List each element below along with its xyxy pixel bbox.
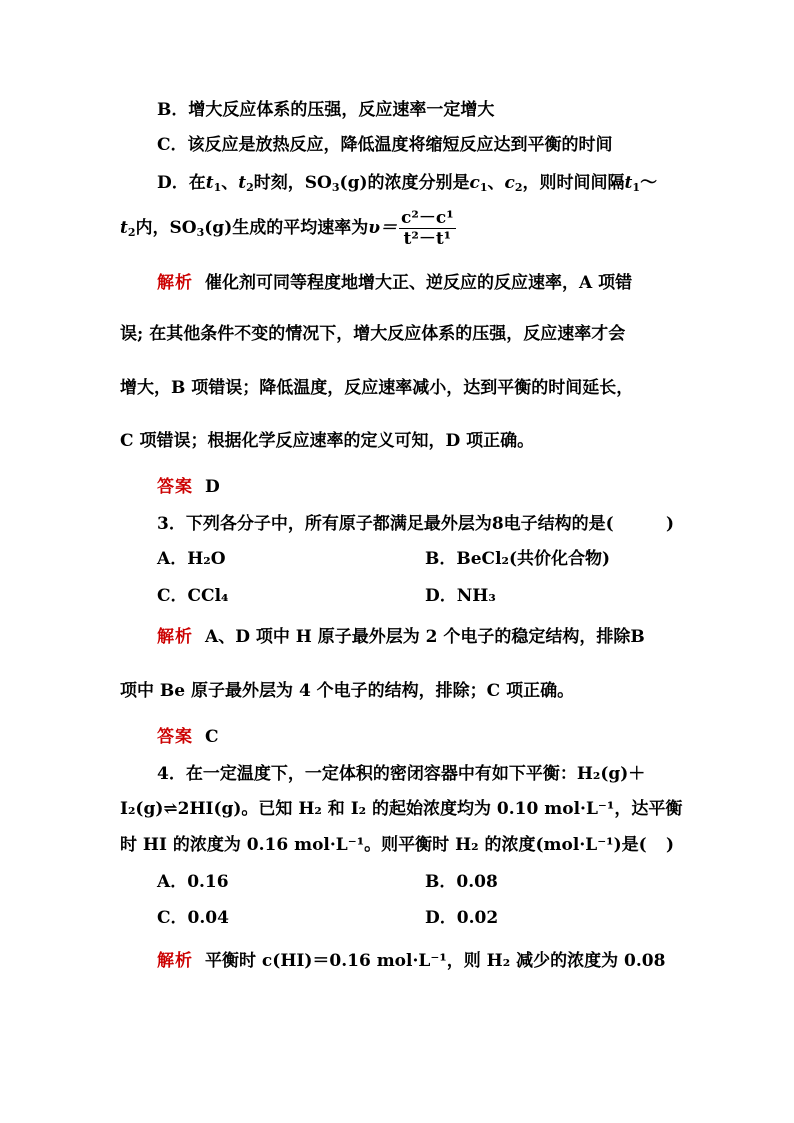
option-c: C．CCl₄	[157, 586, 229, 606]
option-b: B．0.08	[425, 872, 498, 892]
q2-option-d-line1: D．在$t_1$、$t_2$时刻，$SO_3(g)$的浓度分别是$c_1$、$c_2$，则时间间隔$t_1\sim$	[157, 173, 658, 194]
q3-options-row1	[157, 547, 674, 571]
q2-answer	[157, 475, 220, 499]
q3-analysis-line1	[157, 625, 645, 649]
text: A、D 项中 H 原子最外层为 2 个电子的稳定结构，排除B	[205, 627, 645, 647]
option-a: A．0.16	[157, 872, 229, 892]
q4-stem-line3	[120, 833, 674, 857]
text: 时刻，SO	[253, 173, 332, 193]
var-t: t	[238, 173, 247, 193]
rate-fraction	[399, 208, 456, 249]
q4-analysis-line1	[157, 949, 665, 973]
q4-stem-line1: 4．在一定温度下，一定体积的密闭容器中有如下平衡：H₂(g)＋	[157, 764, 646, 784]
paren-close: )	[665, 835, 674, 855]
text: 催化剂可同等程度地增大正、逆反应的反应速率，A 项错	[205, 273, 633, 293]
q3-answer	[157, 725, 219, 749]
text: (g)生成的平均速率为	[204, 218, 369, 238]
var-c: c	[504, 173, 515, 193]
paren-close: )	[665, 514, 674, 534]
fraction-denominator: t²－t¹	[403, 229, 452, 249]
q2-analysis-line3: 增大，B 项错误；降低温度，反应速率减小，达到平衡的时间延长，	[120, 378, 634, 398]
text: 内，SO	[135, 218, 197, 238]
option-d: D．NH₃	[425, 586, 496, 606]
fraction-numerator: c²－c¹	[401, 208, 454, 228]
var-c: c	[469, 173, 480, 193]
option-c: C．0.04	[157, 908, 229, 928]
text: ～	[640, 173, 658, 193]
analysis-label: 解析	[157, 951, 193, 971]
q2-option-c: C．该反应是放热反应，降低温度将缩短反应达到平衡的时间	[157, 135, 613, 155]
option-a: A．H₂O	[157, 549, 226, 569]
q3-stem	[157, 512, 674, 536]
text: 、	[487, 173, 505, 193]
text: (g)的浓度分别是	[339, 173, 470, 193]
q2-analysis-line2: 误; 在其他条件不变的情况下，增大反应体系的压强，反应速率才会	[120, 324, 626, 344]
q2-analysis-line4: C 项错误；根据化学反应速率的定义可知，D 项正确。	[120, 431, 535, 451]
question-text: 3．下列各分子中，所有原子都满足最外层为8电子结构的是(	[157, 514, 614, 534]
text: D．在	[157, 173, 206, 193]
answer-label: 答案	[157, 727, 193, 747]
text: 平衡时 c(HI)＝0.16 mol·L⁻¹，则 H₂ 减少的浓度为 0.08	[205, 951, 666, 971]
option-d: D．0.02	[425, 908, 499, 928]
text: 、	[221, 173, 239, 193]
question-text: 时 HI 的浓度为 0.16 mol·L⁻¹。则平衡时 H₂ 的浓度(mol·L⁻¹)是(	[120, 835, 647, 855]
q2-option-b: B．增大反应体系的压强，反应速率一定增大	[157, 100, 495, 120]
analysis-label: 解析	[157, 273, 193, 293]
answer-label: 答案	[157, 477, 193, 497]
q3-options-row2	[157, 584, 674, 608]
var-t: t	[624, 173, 633, 193]
q4-stem-line2: I₂(g)⇌2HI(g)。已知 H₂ 和 I₂ 的起始浓度均为 0.10 mol·L⁻¹，达平衡	[120, 799, 683, 819]
answer-value: D	[205, 477, 220, 497]
analysis-label: 解析	[157, 627, 193, 647]
option-b: B．BeCl₂(共价化合物)	[425, 549, 611, 569]
q3-analysis-line2: 项中 Be 原子最外层为 4 个电子的结构，排除；C 项正确。	[120, 681, 575, 701]
var-t: t	[120, 218, 128, 238]
q2-option-d-line2: $t_2$内，$SO_3(g)$生成的平均速率为υ＝ $\frac{\text{c²－c¹}}{\text{t²－t¹}}$	[120, 208, 454, 249]
q2-analysis-line1	[157, 271, 632, 295]
q4-options-row2	[157, 906, 674, 930]
var-t: t	[205, 173, 214, 193]
text: ，则时间间隔	[522, 173, 625, 193]
q4-options-row1	[157, 870, 674, 894]
answer-value: C	[205, 727, 219, 747]
formula-v: υ＝	[368, 218, 398, 238]
